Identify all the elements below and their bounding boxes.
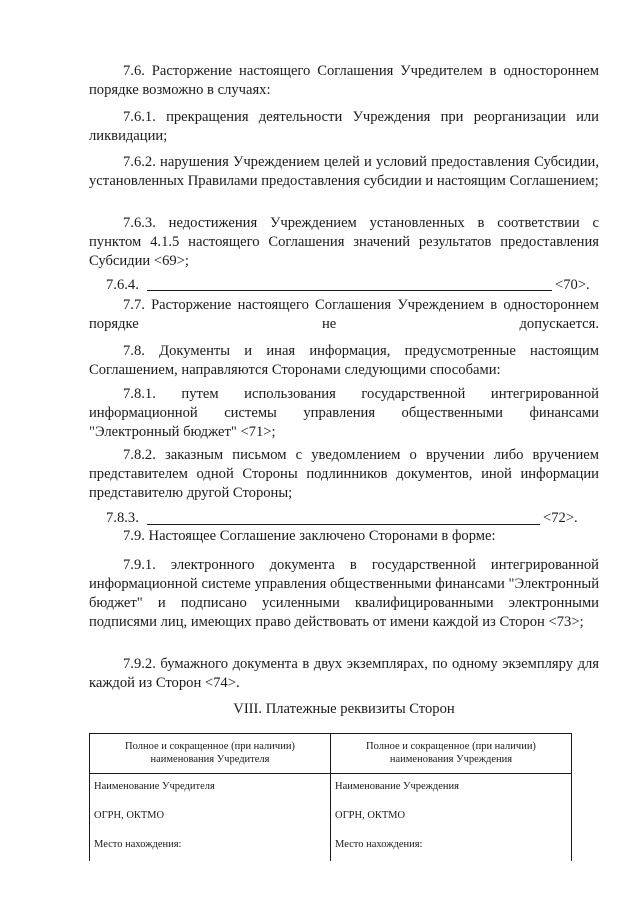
paragraph-7-8-3-number: 7.8.3. <box>106 510 139 526</box>
table-cell: Место нахождения: <box>331 830 572 861</box>
table-cell: Место нахождения: <box>90 830 331 861</box>
payment-details-table <box>89 733 572 861</box>
table-cell: ОГРН, ОКТМО <box>90 801 331 830</box>
section-title: VIII. Платежные реквизиты Сторон <box>233 701 455 717</box>
paragraph-7-8: 7.8. Документы и иная информация, предусмотренные настоящим Соглашением, направляются Сторонами следующими способами: <box>89 343 599 378</box>
table-row <box>90 801 572 830</box>
paragraph-7-8-2: 7.8.2. заказным письмом с уведомлением о вручении либо вручением представителем одной Стороны подлинников документов, иной информации представителю другой Стороны; <box>89 447 599 501</box>
fill-in-line-7-6-4 <box>147 290 552 291</box>
paragraph-7-6-3: 7.6.3. недостижения Учреждением установленных в соответствии с пунктом 4.1.5 настоящего Соглашения значений результатов предоставления Субсидии <69>; <box>89 215 599 269</box>
table-header-row <box>90 734 572 774</box>
paragraph-7-6-2: 7.6.2. нарушения Учреждением целей и условий предоставления Субсидии, установленных Правилами предоставления субсидии и настоящим Соглашением; <box>89 154 599 189</box>
footnote-ref-70: <70>. <box>555 277 590 293</box>
paragraph-7-6-4-number: 7.6.4. <box>106 277 139 293</box>
table-cell: Наименование Учредителя <box>90 774 331 802</box>
fill-in-line-7-8-3 <box>147 524 540 525</box>
paragraph-7-6: 7.6. Расторжение настоящего Соглашения Учредителем в одностороннем порядке возможно в случаях: <box>89 63 599 98</box>
paragraph-7-7: 7.7. Расторжение настоящего Соглашения Учреждением в одностороннем порядке не допускается. <box>89 297 599 332</box>
footnote-ref-72: <72>. <box>543 510 578 526</box>
paragraph-7-6-1: 7.6.1. прекращения деятельности Учреждения при реорганизации или ликвидации; <box>89 109 599 144</box>
table-cell: ОГРН, ОКТМО <box>331 801 572 830</box>
table-row <box>90 774 572 802</box>
paragraph-7-8-1: 7.8.1. путем использования государственной интегрированной информационной системы управления общественными финансами "Электронный бюджет" <71>; <box>89 386 599 440</box>
table-header-founder: Полное и сокращенное (при наличии) наименования Учредителя <box>90 734 331 774</box>
table-cell: Наименование Учреждения <box>331 774 572 802</box>
paragraph-7-9-2: 7.9.2. бумажного документа в двух экземплярах, по одному экземпляру для каждой из Сторон <74>. <box>89 656 599 691</box>
paragraph-7-9-1: 7.9.1. электронного документа в государственной интегрированной информационной системе управления общественными финансами "Электронный бюджет" и подписано усиленными квалифицированными электронными подписями лиц, имеющих право действовать от имени каждой из Сторон <73>; <box>89 557 599 630</box>
table-header-institution: Полное и сокращенное (при наличии) наименования Учреждения <box>331 734 572 774</box>
table-row <box>90 830 572 861</box>
paragraph-7-9: 7.9. Настоящее Соглашение заключено Сторонами в форме: <box>123 528 496 544</box>
